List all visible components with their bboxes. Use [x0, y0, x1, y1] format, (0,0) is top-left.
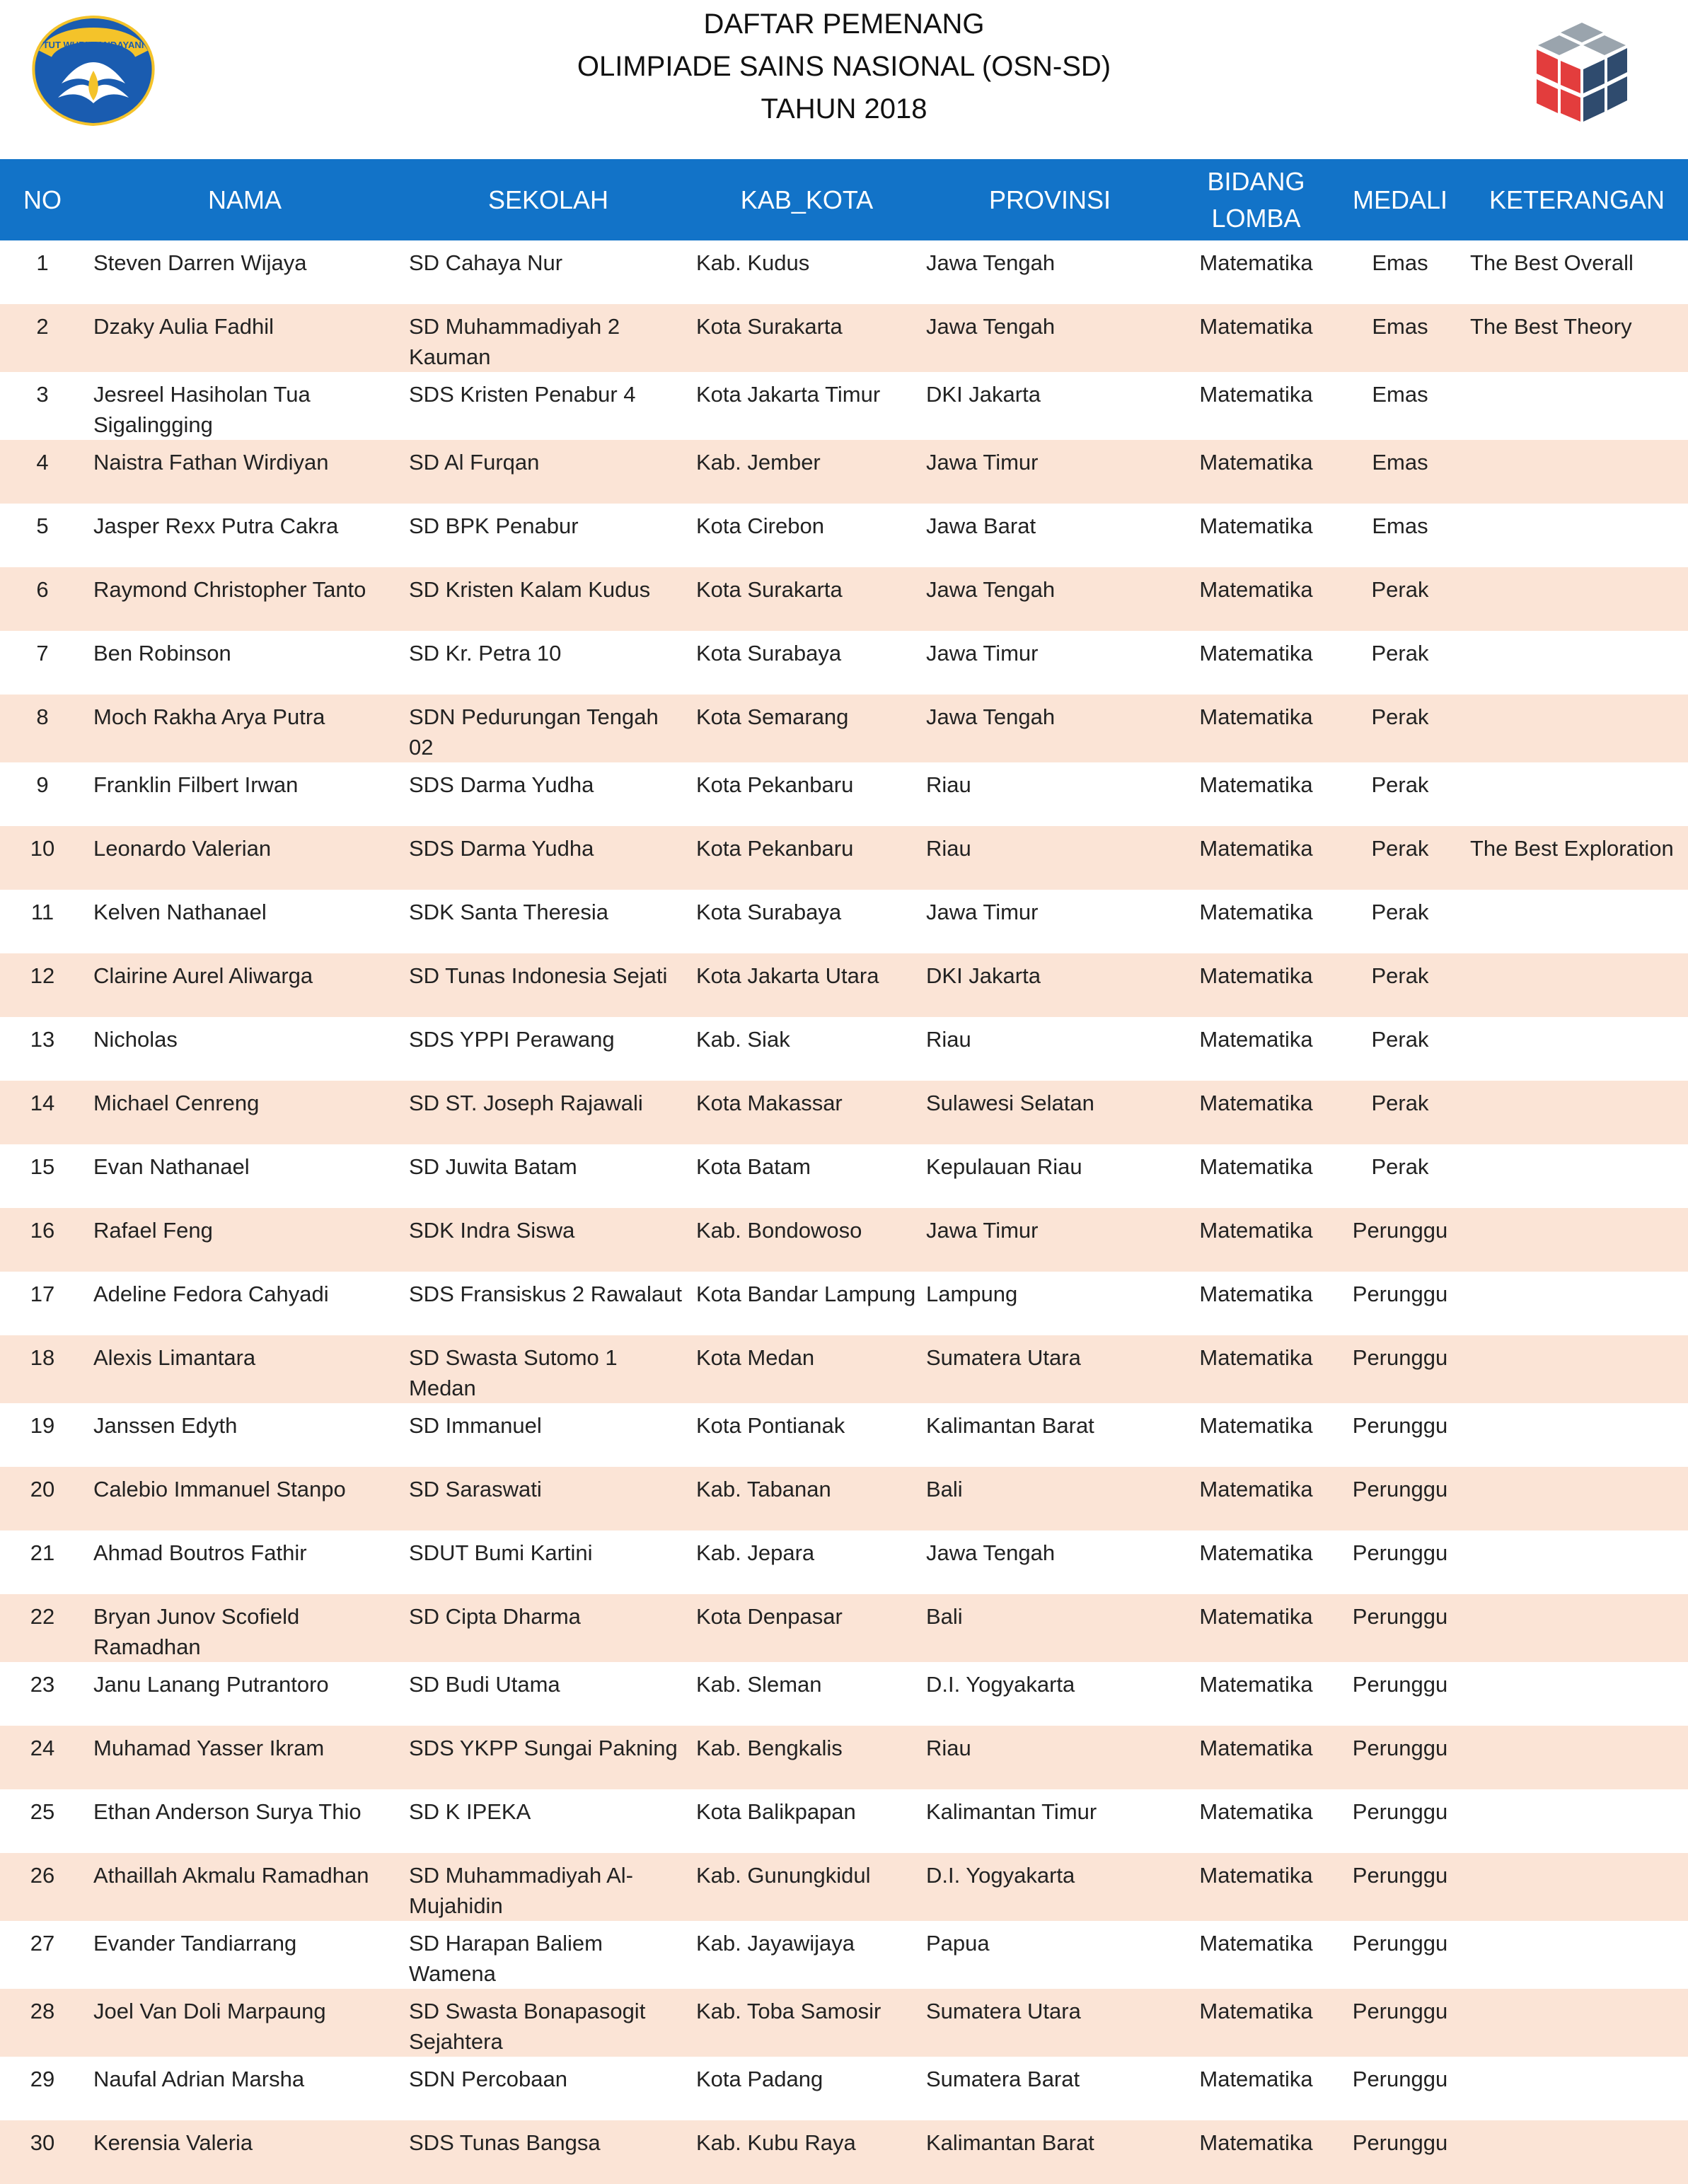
cell-nama: Joel Van Doli Marpaung [85, 1989, 405, 2057]
table-header-row [0, 159, 1688, 240]
cell-bidang-lomba: Matematika [1199, 250, 1313, 275]
cell-kab-kota: Kota Denpasar [692, 1594, 922, 1662]
cell-no: 28 [0, 1989, 85, 2057]
cell-keterangan: The Best Exploration [1466, 826, 1688, 890]
cell-no: 8 [0, 695, 85, 762]
cell-kab-kota: Kota Semarang [692, 695, 922, 762]
cell-bidang-lomba: Matematika [1199, 1027, 1313, 1052]
table-row [0, 695, 1688, 762]
cell-bidang-lomba: Matematika [1178, 1989, 1334, 2057]
cell-medali: Perunggu [1352, 1672, 1448, 1697]
cell-kab-kota: Kab. Bengkalis [692, 1726, 922, 1789]
cell-nama: Evan Nathanael [93, 1154, 250, 1179]
col-header-medali: MEDALI [1334, 159, 1466, 240]
cell-bidang-lomba: Matematika [1199, 1931, 1313, 1956]
cell-medali: Perunggu [1334, 1989, 1466, 2057]
cell-no: 23 [30, 1672, 55, 1697]
cell-kab-kota: Kota Pekanbaru [692, 826, 922, 890]
cell-no: 20 [0, 1467, 85, 1530]
cell-provinsi: Riau [922, 1726, 1178, 1789]
cell-nama: Jasper Rexx Putra Cakra [93, 513, 339, 538]
cell-provinsi: Papua [926, 1931, 990, 1956]
cell-medali: Perunggu [1334, 1467, 1466, 1530]
cell-no: 12 [0, 953, 85, 1017]
cell-medali: Perak [1334, 953, 1466, 1017]
cell-keterangan [1466, 1403, 1688, 1467]
col-header-bidang-lomba-text: BIDANG LOMBA [1207, 166, 1305, 233]
cell-provinsi: Jawa Tengah [922, 304, 1178, 372]
cell-no: 24 [0, 1726, 85, 1789]
cell-keterangan [1466, 567, 1688, 631]
cell-nama: Nicholas [93, 1027, 178, 1052]
cell-provinsi: Jawa Timur [926, 900, 1039, 924]
cell-provinsi: D.I. Yogyakarta [922, 1853, 1178, 1921]
cell-no: 26 [0, 1853, 85, 1921]
cell-keterangan [1466, 1144, 1688, 1208]
table-row [0, 953, 1688, 1017]
cell-nama: Adeline Fedora Cahyadi [93, 1282, 329, 1306]
cell-provinsi: Kalimantan Barat [926, 1413, 1094, 1438]
cell-bidang-lomba: Matematika [1199, 1540, 1313, 1565]
cell-no: 9 [36, 772, 49, 797]
cell-keterangan [1466, 1530, 1688, 1594]
table-row [0, 304, 1688, 372]
title-line-1: DAFTAR PEMENANG [703, 8, 985, 40]
table-row [0, 762, 1688, 826]
cell-provinsi: Jawa Timur [922, 1208, 1178, 1272]
cell-nama: Alexis Limantara [85, 1335, 405, 1403]
cell-bidang-lomba: Matematika [1178, 695, 1334, 762]
cell-keterangan: The Best Overall [1470, 250, 1634, 275]
cell-medali: Perunggu [1334, 1726, 1466, 1789]
cell-no: 19 [30, 1413, 55, 1438]
cell-kab-kota: Kota Bandar Lampung [696, 1282, 916, 1306]
cell-nama: Steven Darren Wijaya [93, 250, 307, 275]
cell-provinsi: Jawa Timur [922, 440, 1178, 504]
cell-sekolah: SD Budi Utama [409, 1672, 560, 1697]
cell-medali: Emas [1372, 513, 1428, 538]
cell-bidang-lomba: Matematika [1178, 2120, 1334, 2184]
cell-sekolah: SDS Darma Yudha [405, 826, 692, 890]
cell-medali: Perunggu [1352, 2067, 1448, 2091]
cell-bidang-lomba: Matematika [1178, 1335, 1334, 1403]
cell-kab-kota: Kab. Kudus [696, 250, 810, 275]
table-row [0, 1530, 1688, 1594]
cell-medali: Perak [1334, 567, 1466, 631]
cell-nama: Leonardo Valerian [85, 826, 405, 890]
cell-no: 7 [36, 641, 49, 666]
cell-sekolah: SD Cahaya Nur [409, 250, 563, 275]
cell-keterangan [1466, 1789, 1688, 1853]
cell-keterangan [1466, 890, 1688, 953]
cell-kab-kota: Kota Surabaya [696, 900, 842, 924]
cell-medali: Perak [1334, 826, 1466, 890]
table-row [0, 372, 1688, 440]
cell-medali: Emas [1334, 304, 1466, 372]
cell-bidang-lomba: Matematika [1178, 1594, 1334, 1662]
cell-kab-kota: Kab. Siak [696, 1027, 790, 1052]
title-block [0, 3, 1688, 130]
cell-kab-kota: Kab. Gunungkidul [692, 1853, 922, 1921]
cell-keterangan [1466, 953, 1688, 1017]
cell-provinsi: Bali [922, 1594, 1178, 1662]
cell-kab-kota: Kota Jakarta Utara [692, 953, 922, 1017]
table-row [0, 2057, 1688, 2120]
cell-nama: Naufal Adrian Marsha [93, 2067, 305, 2091]
cell-provinsi: Jawa Tengah [922, 695, 1178, 762]
cell-nama: Calebio Immanuel Stanpo [85, 1467, 405, 1530]
cell-keterangan [1466, 1208, 1688, 1272]
cell-kab-kota: Kab. Bondowoso [692, 1208, 922, 1272]
cell-keterangan [1466, 1335, 1688, 1403]
cell-keterangan [1466, 1921, 1688, 1989]
cell-bidang-lomba: Matematika [1199, 513, 1313, 538]
cell-nama: Clairine Aurel Aliwarga [85, 953, 405, 1017]
table-row [0, 631, 1688, 695]
cell-keterangan [1466, 1989, 1688, 2057]
cell-nama: Ahmad Boutros Fathir [93, 1540, 307, 1565]
cell-kab-kota: Kab. Tabanan [692, 1467, 922, 1530]
cell-no: 30 [0, 2120, 85, 2184]
cell-kab-kota: Kab. Toba Samosir [692, 1989, 922, 2057]
cell-sekolah: SD Immanuel [409, 1413, 542, 1438]
cell-keterangan [1466, 1467, 1688, 1530]
page-header [0, 0, 1688, 159]
cell-kab-kota: Kota Pontianak [696, 1413, 845, 1438]
cell-nama: Kerensia Valeria [85, 2120, 405, 2184]
cell-bidang-lomba: Matematika [1199, 900, 1313, 924]
table-row [0, 567, 1688, 631]
cell-sekolah: SD Swasta Sutomo 1 Medan [405, 1335, 692, 1403]
cell-sekolah: SDK Santa Theresia [409, 900, 609, 924]
table-row [0, 1467, 1688, 1530]
cell-provinsi: Riau [926, 772, 971, 797]
cell-nama: Evander Tandiarrang [93, 1931, 297, 1956]
table-row [0, 1335, 1688, 1403]
cell-bidang-lomba: Matematika [1199, 1413, 1313, 1438]
table-row [0, 1989, 1688, 2057]
table-body [0, 240, 1688, 2184]
cell-medali: Perunggu [1334, 1208, 1466, 1272]
cell-no: 15 [30, 1154, 55, 1179]
cell-medali: Perak [1334, 1081, 1466, 1144]
cell-medali: Perak [1371, 900, 1429, 924]
cell-no: 25 [30, 1799, 55, 1824]
cell-nama: Raymond Christopher Tanto [85, 567, 405, 631]
cell-no: 21 [30, 1540, 55, 1565]
cell-medali: Perunggu [1352, 1413, 1448, 1438]
col-header-bidang-lomba [1178, 159, 1334, 240]
cell-nama: Dzaky Aulia Fadhil [85, 304, 405, 372]
table-row [0, 1208, 1688, 1272]
cell-bidang-lomba: Matematika [1199, 382, 1313, 407]
cell-kab-kota: Kota Makassar [692, 1081, 922, 1144]
cell-kab-kota: Kab. Sleman [696, 1672, 822, 1697]
cell-kab-kota: Kota Surabaya [696, 641, 842, 666]
cell-medali: Perunggu [1334, 2120, 1466, 2184]
cell-sekolah: SD BPK Penabur [409, 513, 579, 538]
cell-keterangan [1466, 2120, 1688, 2184]
cell-sekolah: SD ST. Joseph Rajawali [405, 1081, 692, 1144]
cell-kab-kota: Kab. Jayawijaya [696, 1931, 855, 1956]
cell-bidang-lomba: Matematika [1199, 1799, 1313, 1824]
table-row [0, 1594, 1688, 1662]
cell-sekolah: SDS Kristen Penabur 4 [409, 382, 636, 407]
cell-sekolah: SD K IPEKA [409, 1799, 531, 1824]
cell-provinsi: Jawa Tengah [926, 250, 1056, 275]
cell-medali: Perunggu [1334, 1853, 1466, 1921]
cell-no: 10 [0, 826, 85, 890]
table-row [0, 2120, 1688, 2184]
cell-medali: Perunggu [1334, 1594, 1466, 1662]
cell-no: 2 [0, 304, 85, 372]
cell-medali: Perunggu [1352, 1282, 1448, 1306]
cell-sekolah: SDN Pedurungan Tengah 02 [405, 695, 692, 762]
cell-sekolah: SDS Fransiskus 2 Rawalaut [409, 1282, 682, 1306]
cell-no: 22 [0, 1594, 85, 1662]
cell-kab-kota: Kab. Jepara [696, 1540, 815, 1565]
cell-provinsi: Sumatera Utara [922, 1989, 1178, 2057]
col-header-no: NO [0, 159, 85, 240]
cell-nama: Michael Cenreng [85, 1081, 405, 1144]
cell-keterangan [1466, 1594, 1688, 1662]
cell-no: 3 [36, 382, 49, 407]
cell-provinsi: Sulawesi Selatan [922, 1081, 1178, 1144]
cell-provinsi: Riau [922, 826, 1178, 890]
cell-nama: Janu Lanang Putrantoro [93, 1672, 329, 1697]
cell-no: 29 [30, 2067, 55, 2091]
cell-bidang-lomba: Matematika [1199, 772, 1313, 797]
cell-bidang-lomba: Matematika [1178, 567, 1334, 631]
cell-keterangan [1466, 1272, 1688, 1335]
cell-sekolah: SD Cipta Dharma [405, 1594, 692, 1662]
cell-bidang-lomba: Matematika [1178, 826, 1334, 890]
cell-nama: Muhamad Yasser Ikram [85, 1726, 405, 1789]
cell-nama: Ben Robinson [93, 641, 231, 666]
cell-sekolah: SD Swasta Bonapasogit Sejahtera [405, 1989, 692, 2057]
cell-kab-kota: Kota Surakarta [692, 304, 922, 372]
cell-sekolah: SD Juwita Batam [409, 1154, 577, 1179]
cell-bidang-lomba: Matematika [1178, 1081, 1334, 1144]
table-row [0, 1403, 1688, 1467]
col-header-sekolah: SEKOLAH [405, 159, 692, 240]
cell-provinsi: DKI Jakarta [926, 382, 1041, 407]
cell-nama: Kelven Nathanael [93, 900, 267, 924]
cell-bidang-lomba: Matematika [1178, 1208, 1334, 1272]
cell-no: 5 [36, 513, 49, 538]
cell-kab-kota: Kota Jakarta Timur [696, 382, 881, 407]
cell-no: 6 [0, 567, 85, 631]
cell-kab-kota: Kota Batam [696, 1154, 811, 1179]
cell-medali: Perunggu [1352, 1540, 1448, 1565]
cell-keterangan [1466, 372, 1688, 440]
cell-medali: Emas [1334, 440, 1466, 504]
cell-sekolah: SD Saraswati [405, 1467, 692, 1530]
winners-table [0, 159, 1688, 2184]
cell-provinsi: D.I. Yogyakarta [926, 1672, 1075, 1697]
table-row [0, 504, 1688, 567]
cell-nama: Jesreel Hasiholan Tua Sigalingging [93, 382, 311, 437]
cell-keterangan [1466, 1726, 1688, 1789]
cell-bidang-lomba: Matematika [1199, 641, 1313, 666]
cell-keterangan [1466, 1017, 1688, 1081]
cell-kab-kota: Kab. Kubu Raya [692, 2120, 922, 2184]
cell-keterangan [1466, 504, 1688, 567]
table-row [0, 1726, 1688, 1789]
col-header-provinsi: PROVINSI [922, 159, 1178, 240]
cell-medali: Emas [1372, 382, 1428, 407]
cell-no: 16 [0, 1208, 85, 1272]
table-row [0, 890, 1688, 953]
cell-provinsi: Jawa Barat [926, 513, 1036, 538]
table-row [0, 1272, 1688, 1335]
cell-medali: Perunggu [1352, 1931, 1448, 1956]
cell-sekolah: SD Kr. Petra 10 [409, 641, 562, 666]
cell-kab-kota: Kota Surakarta [692, 567, 922, 631]
cube-logo [1520, 20, 1643, 133]
cell-nama: Franklin Filbert Irwan [93, 772, 299, 797]
cell-bidang-lomba: Matematika [1178, 1467, 1334, 1530]
cell-nama: Athaillah Akmalu Ramadhan [85, 1853, 405, 1921]
cell-kab-kota: Kota Cirebon [696, 513, 824, 538]
cell-provinsi: Kepulauan Riau [926, 1154, 1082, 1179]
cell-no: 14 [0, 1081, 85, 1144]
cell-keterangan [1466, 1662, 1688, 1726]
col-header-kab-kota: KAB_KOTA [692, 159, 922, 240]
cell-bidang-lomba: Matematika [1178, 953, 1334, 1017]
table-row [0, 440, 1688, 504]
cell-no: 13 [30, 1027, 55, 1052]
cell-no: 18 [0, 1335, 85, 1403]
cell-kab-kota: Kota Padang [696, 2067, 823, 2091]
cell-sekolah: SD Muhammadiyah Al-Mujahidin [405, 1853, 692, 1921]
cell-bidang-lomba: Matematika [1199, 1672, 1313, 1697]
col-header-keterangan: KETERANGAN [1466, 159, 1688, 240]
cell-kab-kota: Kab. Jember [692, 440, 922, 504]
cell-medali: Perak [1371, 1027, 1429, 1052]
cell-sekolah: SDS Tunas Bangsa [405, 2120, 692, 2184]
cell-medali: Emas [1372, 250, 1428, 275]
cell-keterangan [1466, 762, 1688, 826]
cell-keterangan [1466, 695, 1688, 762]
cell-sekolah: SDS Darma Yudha [409, 772, 594, 797]
cell-kab-kota: Kota Pekanbaru [696, 772, 854, 797]
table-row [0, 1789, 1688, 1853]
cell-keterangan [1466, 631, 1688, 695]
cell-keterangan: The Best Theory [1466, 304, 1688, 372]
cell-provinsi: Kalimantan Timur [926, 1799, 1097, 1824]
cell-no: 17 [30, 1282, 55, 1306]
cell-provinsi: Kalimantan Barat [922, 2120, 1178, 2184]
cell-nama: Moch Rakha Arya Putra [85, 695, 405, 762]
cell-keterangan [1466, 440, 1688, 504]
title-line-2: OLIMPIADE SAINS NASIONAL (OSN-SD) [577, 51, 1111, 82]
cell-sekolah: SDN Percobaan [409, 2067, 568, 2091]
cell-provinsi: Sumatera Utara [922, 1335, 1178, 1403]
cell-sekolah: SD Tunas Indonesia Sejati [405, 953, 692, 1017]
table-row [0, 1853, 1688, 1921]
cell-bidang-lomba: Matematika [1178, 440, 1334, 504]
cell-nama: Janssen Edyth [93, 1413, 238, 1438]
table-row [0, 1921, 1688, 1989]
cell-sekolah: SDS YPPI Perawang [409, 1027, 615, 1052]
cell-medali: Perunggu [1352, 1799, 1448, 1824]
cell-provinsi: Lampung [926, 1282, 1018, 1306]
table-row [0, 1662, 1688, 1726]
table-row [0, 1081, 1688, 1144]
cell-provinsi: Jawa Tengah [922, 567, 1178, 631]
cell-sekolah: SD Kristen Kalam Kudus [405, 567, 692, 631]
cell-sekolah: SD Al Furqan [405, 440, 692, 504]
cell-no: 4 [0, 440, 85, 504]
cell-bidang-lomba: Matematika [1178, 1726, 1334, 1789]
cell-bidang-lomba: Matematika [1199, 1282, 1313, 1306]
cell-nama: Ethan Anderson Surya Thio [93, 1799, 362, 1824]
cell-provinsi: Bali [922, 1467, 1178, 1530]
cell-kab-kota: Kota Medan [692, 1335, 922, 1403]
cell-provinsi: DKI Jakarta [922, 953, 1178, 1017]
cell-provinsi: Jawa Timur [926, 641, 1039, 666]
cell-sekolah: SDK Indra Siswa [405, 1208, 692, 1272]
cell-nama: Rafael Feng [85, 1208, 405, 1272]
table-row [0, 826, 1688, 890]
cell-medali: Perak [1334, 695, 1466, 762]
cell-bidang-lomba: Matematika [1199, 2067, 1313, 2091]
cell-provinsi: Jawa Tengah [926, 1540, 1056, 1565]
cell-keterangan [1466, 1081, 1688, 1144]
cell-medali: Perunggu [1334, 1335, 1466, 1403]
cell-no: 1 [36, 250, 49, 275]
cell-medali: Perak [1371, 1154, 1429, 1179]
col-header-nama: NAMA [85, 159, 405, 240]
cell-bidang-lomba: Matematika [1178, 1853, 1334, 1921]
cell-medali: Perak [1371, 641, 1429, 666]
cell-nama: Naistra Fathan Wirdiyan [85, 440, 405, 504]
table-row [0, 1144, 1688, 1208]
logo-left-text: TUT WURI HANDAYANI [42, 40, 144, 50]
cell-sekolah: SDS YKPP Sungai Pakning [405, 1726, 692, 1789]
cell-sekolah: SD Muhammadiyah 2 Kauman [405, 304, 692, 372]
cell-no: 11 [30, 900, 54, 924]
cell-medali: Perak [1371, 772, 1429, 797]
cell-bidang-lomba: Matematika [1178, 304, 1334, 372]
title-line-3: TAHUN 2018 [761, 93, 927, 124]
cell-keterangan [1466, 1853, 1688, 1921]
cell-sekolah: SD Harapan Baliem Wamena [409, 1931, 603, 1986]
cell-keterangan [1466, 2057, 1688, 2120]
cell-sekolah: SDUT Bumi Kartini [409, 1540, 593, 1565]
table-row [0, 240, 1688, 304]
cell-kab-kota: Kota Balikpapan [696, 1799, 856, 1824]
cell-no: 27 [30, 1931, 55, 1956]
cell-provinsi: Riau [926, 1027, 971, 1052]
cell-bidang-lomba: Matematika [1199, 1154, 1313, 1179]
table-row [0, 1017, 1688, 1081]
cell-provinsi: Sumatera Barat [926, 2067, 1080, 2091]
cell-nama: Bryan Junov Scofield Ramadhan [85, 1594, 405, 1662]
